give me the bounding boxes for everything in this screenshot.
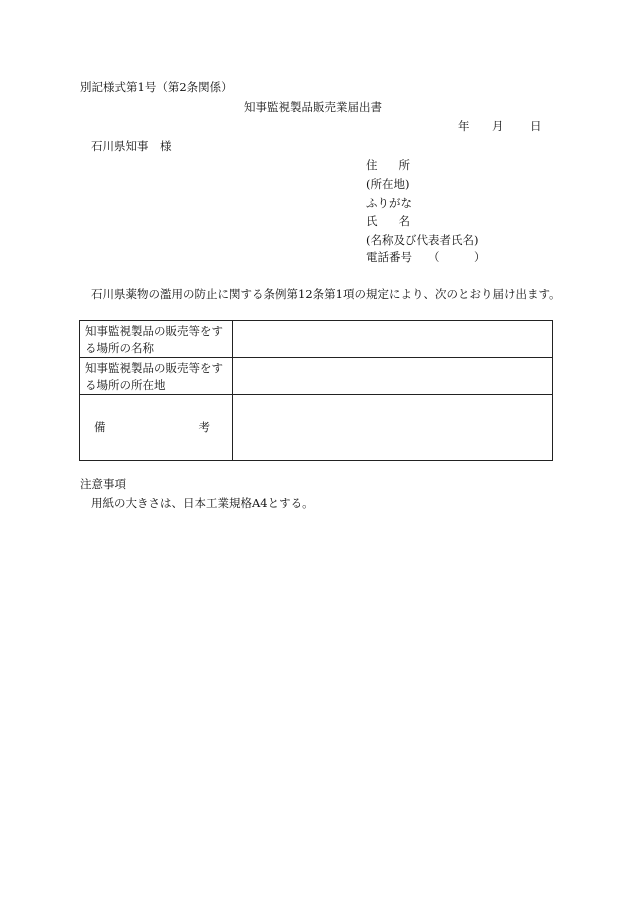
name-label-text: 氏 名 (366, 214, 410, 228)
notes-text: 用紙の大きさは、日本工業規格A4とする。 (91, 496, 314, 510)
name-label (366, 216, 410, 228)
address-label-text: 住 所 (366, 158, 410, 172)
date-year-label: 年 (458, 119, 470, 133)
phone-label: 電話番号 (366, 250, 412, 264)
phone-row (366, 252, 486, 264)
table-row (80, 358, 553, 395)
document-title: 知事監視製品販売業届出書 (244, 100, 382, 114)
notes-heading: 注意事項 (80, 477, 126, 491)
table-row (80, 321, 553, 358)
place-name-value[interactable] (233, 321, 553, 358)
table-row (80, 395, 553, 461)
statement-text: 石川県薬物の濫用の防止に関する条例第12条第1項の規定により、次のとおり届け出ます。 (91, 287, 561, 301)
address-label (366, 160, 410, 172)
info-table (79, 320, 553, 461)
remarks-label-part2: 考 (198, 419, 210, 434)
remarks-label (80, 395, 233, 461)
furigana-label: ふりがな (366, 196, 412, 210)
name-note-label: (名称及び代表者氏名) (366, 233, 479, 247)
remarks-label-part1: 備 (94, 419, 106, 434)
date-day-label: 日 (530, 119, 542, 133)
place-address-value[interactable] (233, 358, 553, 395)
addressee: 石川県知事 様 (91, 139, 172, 153)
location-label: (所在地) (366, 177, 410, 191)
place-address-label: 知事監視製品の販売等をする場所の所在地 (80, 358, 233, 395)
remarks-value[interactable] (233, 395, 553, 461)
phone-parens: （ ） (428, 250, 486, 264)
form-reference: 別記様式第1号（第2条関係） (80, 80, 233, 94)
place-name-label: 知事監視製品の販売等をする場所の名称 (80, 321, 233, 358)
date-month-label: 月 (492, 119, 504, 133)
